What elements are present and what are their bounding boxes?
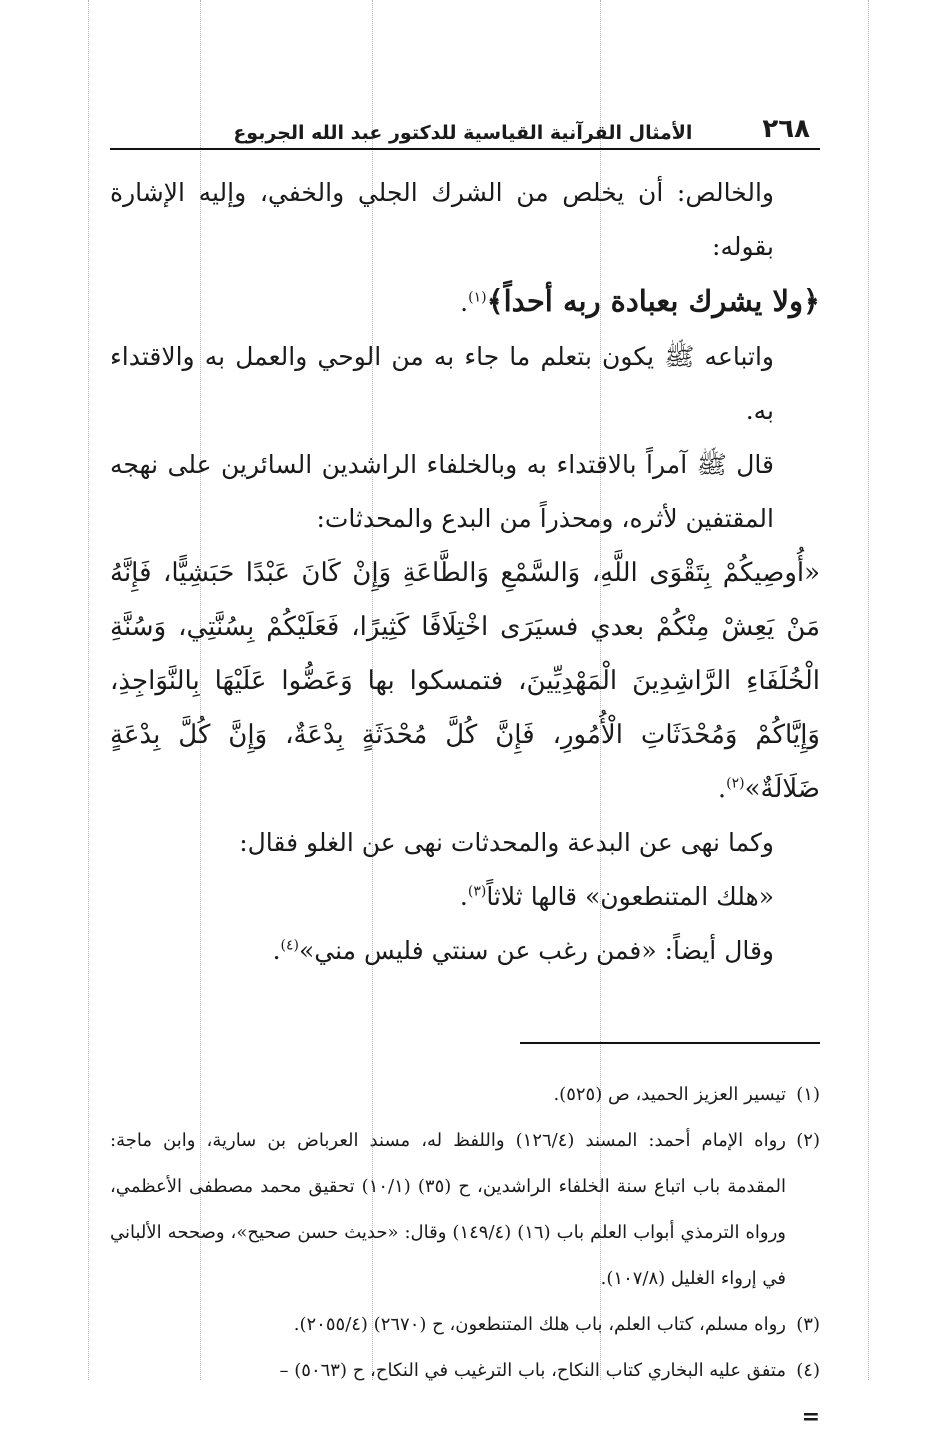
footnote [110, 1072, 820, 1118]
footnote-ref: (٤) [280, 937, 299, 954]
footnote-number: (٣) [796, 1314, 820, 1335]
footnote-text: رواه الإمام أحمد: المسند (١٢٦/٤) واللفظ له، مسند العرباض بن سارية، وابن ماجة: المقدمة باب اتباع سنة الخلفاء الراشدين، ح (٣٥) (١٠/١) تحقيق محمد مصطفى الأعظمي، ورواه الترمذي أبواب العلم باب (١٦) (١٤٩/٤) وقال: «حديث حسن صحيح»، وصححه الألباني في إرواء الغليل (١٠٧/٨). [110, 1130, 786, 1289]
hadith-text: «أُوصِيكُمْ بِتَقْوَى اللَّهِ، وَالسَّمْعِ وَالطَّاعَةِ وَإِنْ كَانَ عَبْدًا حَبَشِيًّا، فَإِنَّهُ مَنْ يَعِشْ مِنْكُمْ بعدي فسيَرَى اخْتِلَافًا كَثِيرًا، فَعَلَيْكُمْ بِسُنَّتِي، وَسُنَّةِ الْخُلَفَاءِ الرَّاشِدِينَ الْمَهْدِيِّينَ، فتمسكوا بها وَعَضُّوا عَلَيْهَا بِالنَّوَاجِذِ، وَإِيَّاكُمْ وَمُحْدَثَاتِ الْأُمُورِ، فَإِنَّ كُلَّ مُحْدَثَةٍ بِدْعَةٌ، وَإِنَّ كُلَّ بِدْعَةٍ ضَلَالَةٌ» [110, 558, 820, 804]
running-title: الأمثال القرآنية القياسية للدكتور عبد الله الجربوع [233, 122, 693, 144]
paragraph: واتباعه ﷺ يكون بتعلم ما جاء به من الوحي والعمل به والاقتداء به. [110, 342, 774, 425]
book-page [110, 110, 820, 1440]
footnote-ref: (٢) [726, 775, 745, 792]
footnote-text: تيسير العزيز الحميد، ص (٥٢٥). [553, 1084, 786, 1105]
footnote [110, 1302, 820, 1348]
footnote [110, 1118, 820, 1302]
footnote-separator [520, 1042, 820, 1044]
hadith-quote: «أُوصِيكُمْ بِتَقْوَى اللَّهِ، وَالسَّمْعِ وَالطَّاعَةِ وَإِنْ كَانَ عَبْدًا حَبَشِيًّا، فَإِنَّهُ مَنْ يَعِشْ مِنْكُمْ بعدي فسيَرَى اخْتِلَافًا كَثِيرًا، فَعَلَيْكُمْ بِسُنَّتِي، وَسُنَّةِ الْخُلَفَاءِ الرَّاشِدِينَ الْمَهْدِيِّينَ، فتمسكوا بها وَعَضُّوا عَلَيْهَا بِالنَّوَاجِذِ، وَإِيَّاكُمْ وَمُحْدَثَاتِ الْأُمُورِ، فَإِنَّ كُلَّ مُحْدَثَةٍ بِدْعَةٌ، وَإِنَّ كُلَّ بِدْعَةٍ ضَلَالَةٌ»$^{(٢)}$. [110, 558, 820, 804]
hadith-short: وقال أيضاً: «فمن رغب عن سنتي فليس مني»$^{(٤)}$. [272, 936, 774, 965]
footnote-text: متفق عليه البخاري كتاب النكاح، باب الترغيب في النكاح، ح (٥٠٦٣) – [279, 1360, 786, 1381]
continuation-mark: = [801, 1404, 820, 1430]
main-text [110, 166, 820, 978]
page-number: ٢٦٨ [762, 114, 810, 144]
hadith-short: «هلك المتنطعون» قالها ثلاثاً$^{(٣)}$. [459, 882, 774, 911]
footnote-text: رواه مسلم، كتاب العلم، باب هلك المتنطعون، ح (٢٦٧٠) (٢٠٥٥/٤). [293, 1314, 786, 1335]
page-header [110, 110, 820, 150]
footnote-ref: (١) [468, 289, 487, 306]
footnotes [110, 1072, 820, 1440]
footnote-number: (٢) [796, 1130, 820, 1151]
footnote-number: (١) [796, 1084, 820, 1105]
paragraph: قال ﷺ آمراً بالاقتداء به وبالخلفاء الراشدين السائرين على نهجه المقتفين لأثره، ومحذراً من البدع والمحدثات: [110, 450, 774, 533]
footnote-ref: (٣) [467, 883, 487, 900]
paragraph: والخالص: أن يخلص من الشرك الجلي والخفي، وإليه الإشارة بقوله: [110, 178, 774, 261]
quran-verse: ﴿ولا يشرك بعبادة ربه أحداً﴾ [486, 284, 820, 318]
footnote-number: (٤) [796, 1360, 820, 1381]
scan-dotted-line-right [868, 0, 869, 1380]
paragraph: وكما نهى عن البدعة والمحدثات نهى عن الغلو فقال: [239, 828, 774, 857]
quran-verse-line: ﴿ولا يشرك بعبادة ربه أحداً﴾$^{(١)}$. [460, 284, 820, 318]
scan-dotted-line-left [88, 0, 89, 1380]
footnote [110, 1348, 820, 1394]
